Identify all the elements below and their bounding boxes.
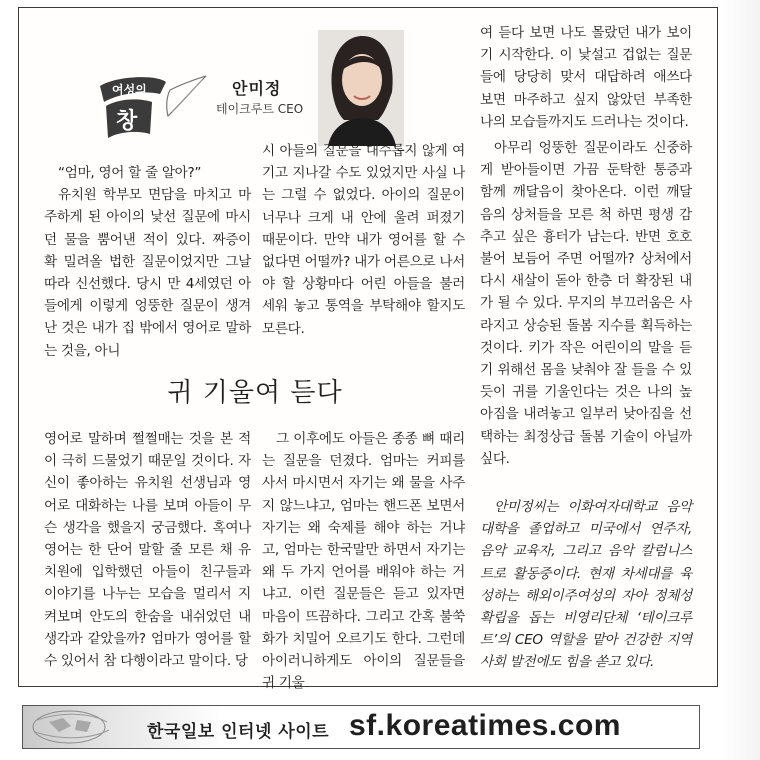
author-photo	[318, 30, 404, 146]
opening-quote: “엄마, 영어 할 줄 알아?”	[58, 165, 202, 181]
logo-text-top: 여성의	[112, 83, 147, 97]
author-title: 테이크루트 CEO	[216, 102, 304, 116]
author-name: 안미정	[232, 79, 282, 98]
banner-url[interactable]: sf.koreatimes.com	[349, 709, 621, 742]
paragraph: 영어로 말하며 쩔쩔매는 것을 본 적이 극히 드물었기 때문일 것이다. 자신이 좋아하는 유치원 선생님과 영어로 대화하는 나를 보며 아들이 무슨 생각을 했을지 궁금했다. 혹여나 영어는 한 단어 말할 줄 모른 채 유치원에 입학했던 아들이 친구들과 이야기를 나누는 모습을 멀리서 지켜보며 안도의 한숨을 내쉬었던 내 생각과 같았을까? 엄마가 영어를 할 수 있어서 참 다행이라고 말이다. 당	[44, 431, 251, 670]
column-logo	[96, 72, 208, 142]
paragraph: 아무리 엉뚱한 질문이라도 신중하게 받아들이면 가끔 둔탁한 통증과 함께 깨달음이 찾아온다. 이런 깨달음의 상처들을 모른 척 하면 평생 감추고 싶은 흉터가 남는다. 반면 호호 불어 보듬어 주면 어떨까? 상처에서 다시 새살이 돋아 한층 더 확장된 내가 될 수 있다. 무지의 부끄러움은 사라지고 상승된 돌봄 지수를 획득하는 것이다. 키가 작은 어린이의 말을 듣기 위해선 몸을 낮춰야 잘 들을 수 있듯이 귀를 기울인다는 것은 나의 높아짐을 내려놓고 일부러 낮아짐을 선택하는 최정상급 돌봄 기술이 아닐까 싶다.	[480, 140, 692, 467]
column2-bottom	[262, 428, 465, 694]
banner-label: 한국일보 인터넷 사이트	[147, 722, 330, 742]
column1-top	[44, 162, 251, 362]
paragraph: 유치원 학부모 면담을 마치고 마주하게 된 아이의 낯선 질문에 마시던 물을 뿜어낸 적이 있다. 짜증이 확 밀려올 법한 질문이었지만 그날따라 신선했다. 당시 만 4세였던 아들에게 이렇게 엉뚱한 질문이 생겨난 것은 내가 집 밖에서 영어로 말하는 것을, 아니	[44, 187, 251, 359]
logo-text-bottom: 창	[116, 109, 138, 134]
paragraph: 시 아들의 질문을 대수롭지 않게 여기고 지나갈 수도 있었지만 사실 나는 그럴 수 없었다. 아이의 질문이 너무나 크게 내 안에 울려 퍼졌기 때문이다. 만약 내가 영어를 할 수 없다면 어떨까? 내가 어른으로 나서야 할 상황마다 어린 아들을 불러 세워 놓고 통역을 부탁해야 할지도 모른다.	[262, 143, 465, 337]
globe-icon	[29, 708, 139, 746]
page-edge-shadow	[720, 0, 760, 760]
site-banner[interactable]	[22, 705, 700, 749]
paragraph: 그 이후에도 아들은 종종 뼈 때리는 질문을 던졌다. 엄마는 커피를 사서 마시면서 자기는 왜 물을 사주지 않느냐고, 엄마는 핸드폰 보면서 자기는 왜 숙제를 해야 하는 거냐고, 엄마는 한국말만 하면서 자기는 왜 두 가지 언어를 배워야 하는 거냐고. 이런 질문들은 듣고 있자면 마음이 뜨끔하다. 그리고 간혹 불쑥 화가 치밀어 오르기도 한다. 그런데 아이러니하게도 아이의 질문들을 귀 기울	[262, 431, 465, 692]
author-bio: 안미정씨는 이화여자대학교 음악대학을 졸업하고 미국에서 연주자, 음악 교육자, 그리고 음악 칼럼니스트로 활동중이다. 현재 차세대를 육성하는 해외이주여성의 자아 정체성 확립을 돕는 비영리단체 ‘테이크루트’의 CEO 역할을 맡아 건강한 지역사회 발전에도 힘을 쏟고 있다.	[480, 499, 692, 671]
column1-bottom	[44, 428, 251, 672]
paragraph: 여 듣다 보면 나도 몰랐던 내가 보이기 시작한다. 이 낯설고 겁없는 질문들에 당당히 맞서 대답하려 애쓰다 보면 마주하고 싶지 않았던 부족한 나의 모습들까지도 드러나는 것이다.	[480, 25, 692, 130]
headline: 귀 기울여 듣다	[167, 378, 343, 408]
column3	[480, 22, 692, 674]
column2-top	[262, 140, 465, 340]
